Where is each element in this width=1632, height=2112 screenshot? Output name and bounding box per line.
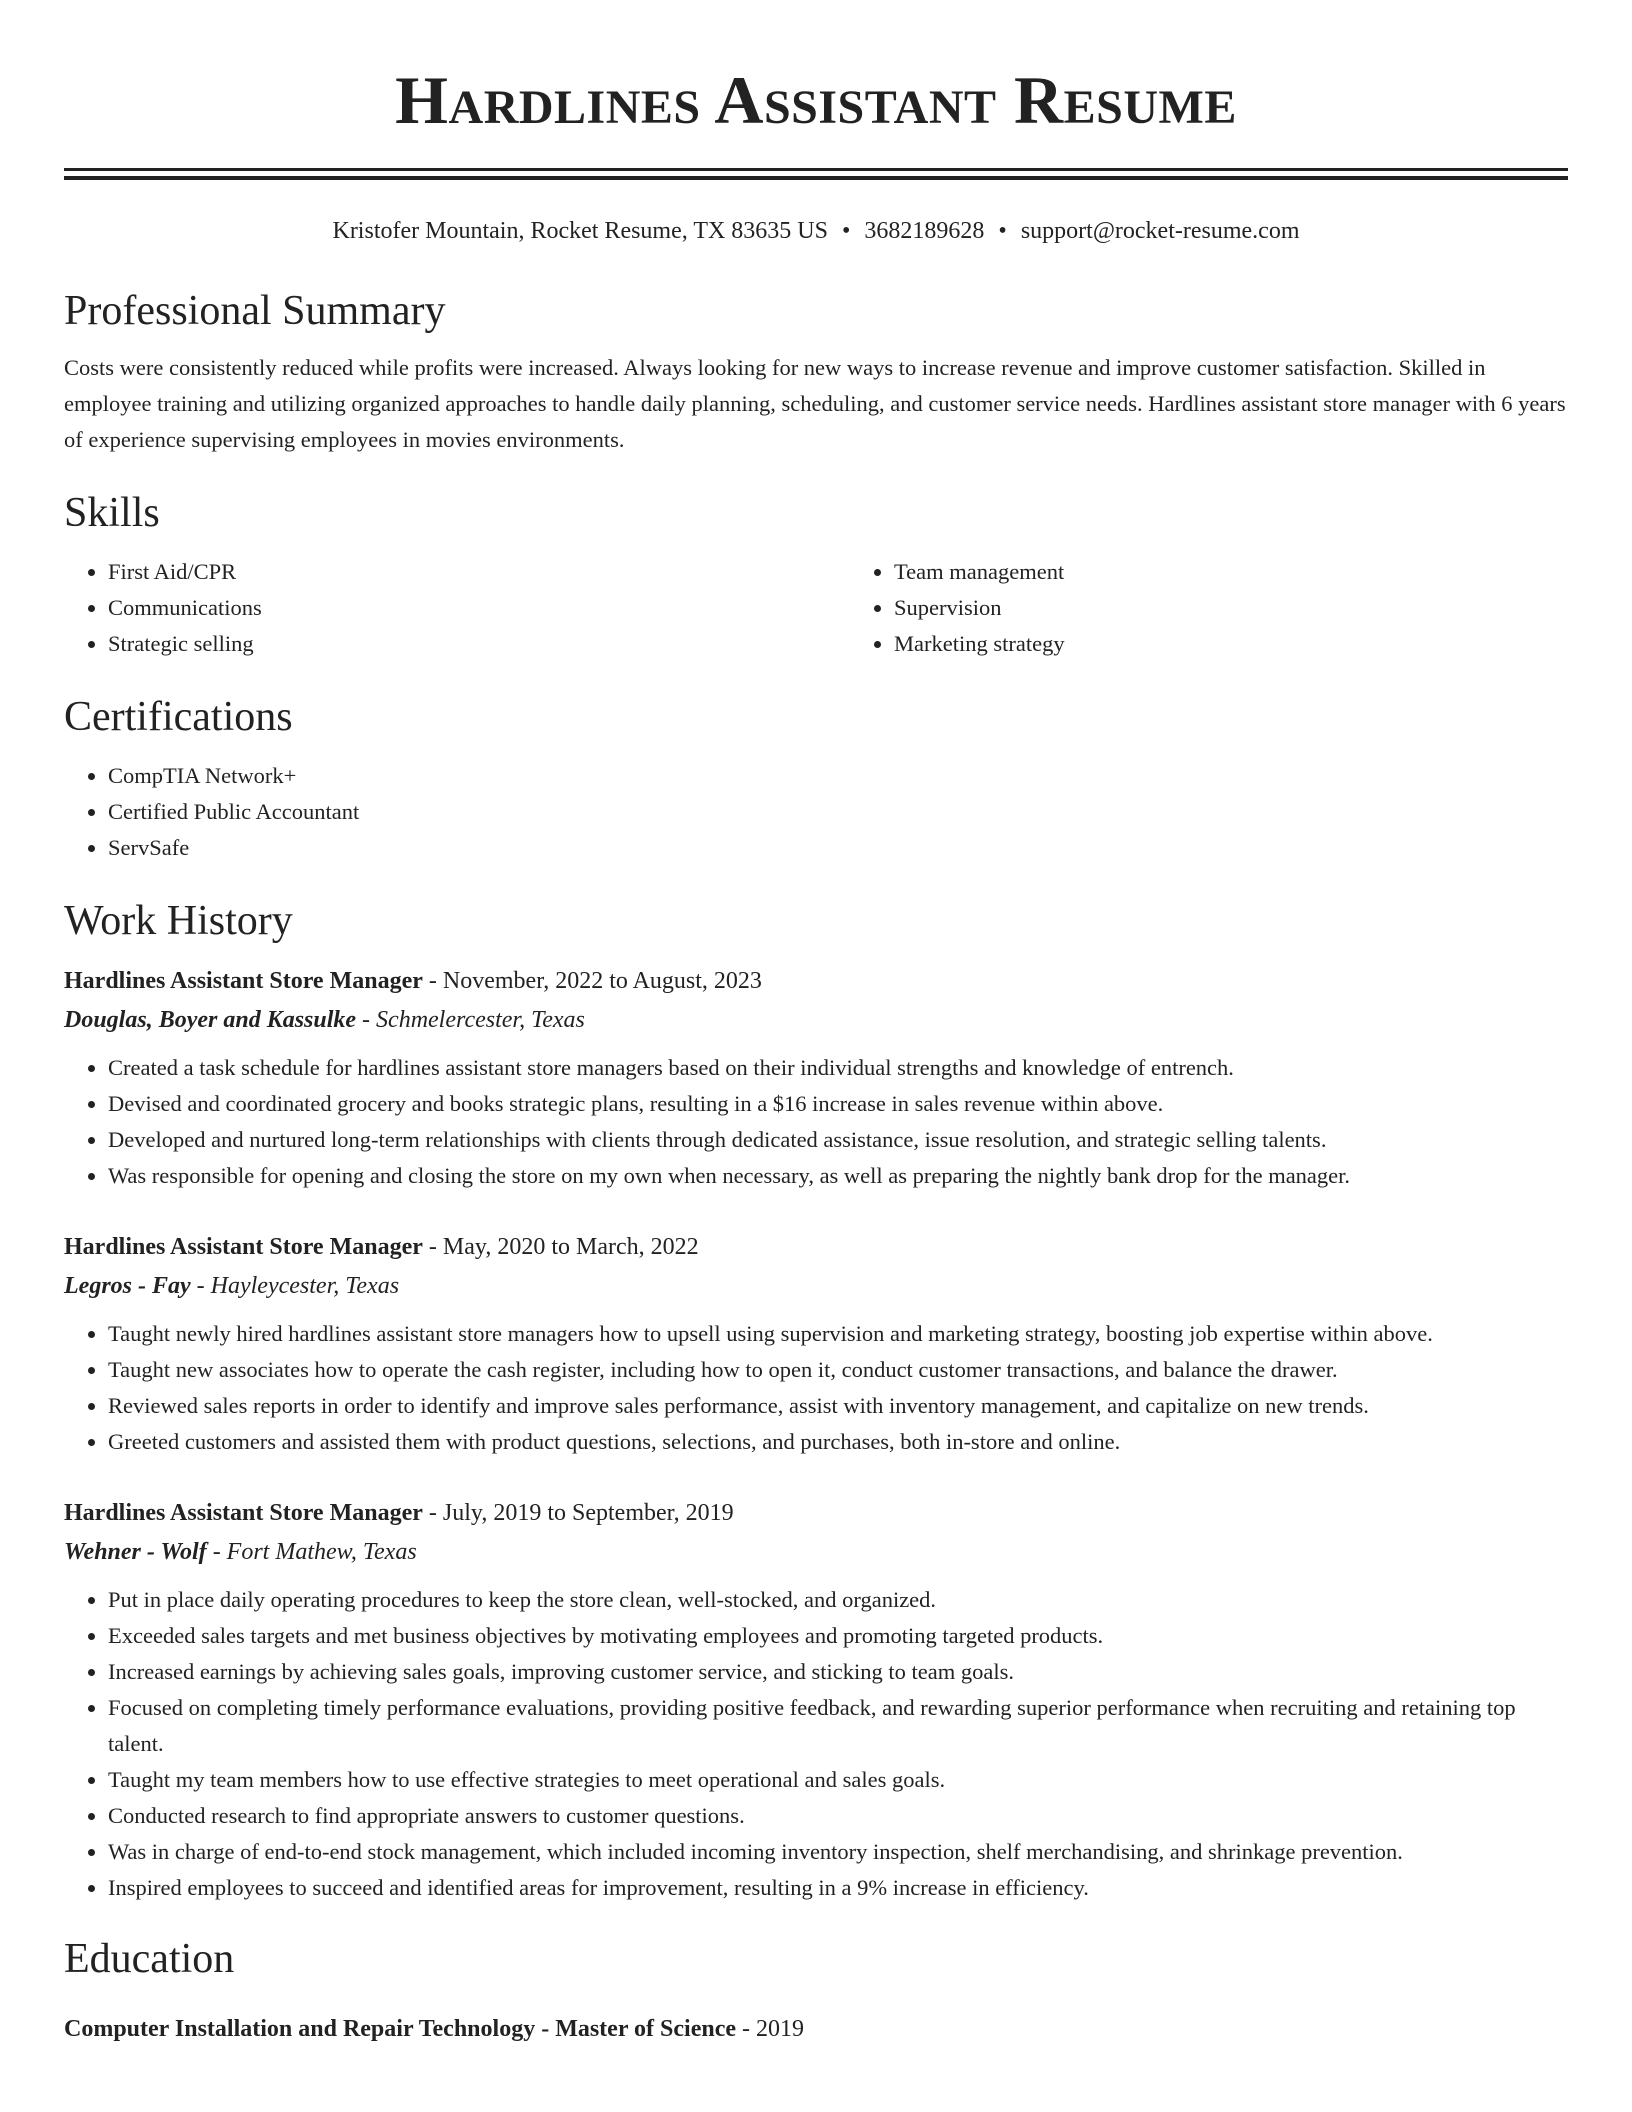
skill-item: • Supervision bbox=[894, 590, 1632, 626]
job-title: Hardlines Assistant Store Manager bbox=[64, 1234, 423, 1260]
job-entry bbox=[64, 1494, 1568, 1906]
job-bullet: • Taught newly hired hardlines assistant store managers how to upsell using supervision and marketing strategy, boosting job expertise within above. bbox=[108, 1316, 1568, 1352]
job-dates: - November, 2022 to August, 2023 bbox=[428, 968, 762, 994]
job-dates: - July, 2019 to September, 2019 bbox=[428, 1500, 734, 1526]
job-bullet: • Exceeded sales targets and met business objectives by motivating employees and promoting targeted products. bbox=[108, 1618, 1568, 1654]
job-company: Legros - Fay bbox=[64, 1273, 191, 1299]
resume-title: Hardlines Assistant Resume bbox=[395, 62, 1237, 138]
education-heading: Education bbox=[64, 1936, 235, 1982]
job-bullet: • Taught new associates how to operate the cash register, including how to open it, conduct customer transactions, and balance the drawer. bbox=[108, 1352, 1568, 1388]
education-degree: Computer Installation and Repair Technology - Master of Science bbox=[64, 2016, 737, 2042]
skill-item: • Communications bbox=[108, 590, 850, 626]
job-location: - Fort Mathew, Texas bbox=[212, 1539, 417, 1565]
skill-item: • Team management bbox=[894, 554, 1632, 590]
job-bullet: • Was in charge of end-to-end stock management, which included incoming inventory inspection, shelf merchandising, and shrinkage prevention. bbox=[108, 1834, 1568, 1870]
job-company: Wehner - Wolf bbox=[64, 1539, 207, 1565]
certifications-heading: Certifications bbox=[64, 694, 293, 740]
job-bullet: • Greeted customers and assisted them with product questions, selections, and purchases, both in-store and online. bbox=[108, 1424, 1568, 1460]
job-bullet: • Was responsible for opening and closing the store on my own when necessary, as well as preparing the nightly bank drop for the manager. bbox=[108, 1158, 1568, 1194]
job-bullet: • Created a task schedule for hardlines assistant store managers based on their individual strengths and knowledge of entrench. bbox=[108, 1050, 1568, 1086]
skills-grid bbox=[64, 554, 1568, 662]
job-entry bbox=[64, 1228, 1568, 1460]
job-title: Hardlines Assistant Store Manager bbox=[64, 1500, 423, 1526]
job-location: - Hayleycester, Texas bbox=[196, 1273, 400, 1299]
contact-separator: • bbox=[998, 218, 1007, 244]
title-divider-bottom bbox=[64, 176, 1568, 180]
job-bullet: • Conducted research to find appropriate answers to customer questions. bbox=[108, 1798, 1568, 1834]
job-title: Hardlines Assistant Store Manager bbox=[64, 968, 423, 994]
job-entry bbox=[64, 962, 1568, 1194]
job-bullets bbox=[64, 1050, 1568, 1194]
job-company-line bbox=[64, 1266, 1568, 1306]
job-bullet: • Taught my team members how to use effective strategies to meet operational and sales goals. bbox=[108, 1762, 1568, 1798]
contact-email: support@rocket-resume.com bbox=[1020, 218, 1300, 244]
job-bullets bbox=[64, 1582, 1568, 1906]
title-divider-top bbox=[64, 168, 1568, 171]
contact-phone: 3682189628 bbox=[864, 218, 985, 244]
education-year: - 2019 bbox=[742, 2016, 805, 2042]
job-company: Douglas, Boyer and Kassulke bbox=[64, 1007, 357, 1033]
contact-line bbox=[64, 216, 1568, 246]
job-title-line bbox=[64, 1494, 1568, 1532]
job-title-line bbox=[64, 1228, 1568, 1266]
job-bullet: • Reviewed sales reports in order to identify and improve sales performance, assist with inventory management, and capitalize on new trends. bbox=[108, 1388, 1568, 1424]
certifications-list bbox=[64, 758, 1568, 866]
job-bullet: • Focused on completing timely performance evaluations, providing positive feedback, and rewarding superior performance when recruiting and retaining top talent. bbox=[108, 1690, 1568, 1762]
skills-heading: Skills bbox=[64, 490, 160, 536]
skill-item: • Strategic selling bbox=[108, 626, 850, 662]
job-bullets bbox=[64, 1316, 1568, 1460]
skill-item: • First Aid/CPR bbox=[108, 554, 850, 590]
summary-heading: Professional Summary bbox=[64, 288, 446, 334]
skill-item: • Marketing strategy bbox=[894, 626, 1632, 662]
job-bullet: • Put in place daily operating procedures to keep the store clean, well-stocked, and organized. bbox=[108, 1582, 1568, 1618]
skills-list-left bbox=[64, 554, 850, 662]
education-entry bbox=[64, 2010, 1568, 2048]
certification-item: • CompTIA Network+ bbox=[108, 758, 1568, 794]
job-bullet: • Inspired employees to succeed and identified areas for improvement, resulting in a 9% increase in efficiency. bbox=[108, 1870, 1568, 1906]
skills-list-right bbox=[850, 554, 1632, 662]
contact-address: Kristofer Mountain, Rocket Resume, TX 83635 US bbox=[332, 218, 828, 244]
certification-item: • Certified Public Accountant bbox=[108, 794, 1568, 830]
job-bullet: • Devised and coordinated grocery and books strategic plans, resulting in a $16 increase in sales revenue within above. bbox=[108, 1086, 1568, 1122]
contact-separator: • bbox=[842, 218, 851, 244]
job-dates: - May, 2020 to March, 2022 bbox=[428, 1234, 699, 1260]
job-bullet: • Developed and nurtured long-term relationships with clients through dedicated assistance, issue resolution, and strategic selling talents. bbox=[108, 1122, 1568, 1158]
work-history-heading: Work History bbox=[64, 898, 293, 944]
job-location: - Schmelercester, Texas bbox=[362, 1007, 585, 1033]
summary-text: Costs were consistently reduced while profits were increased. Always looking for new ways to increase revenue and improve customer satisfaction. Skilled in employee training and utilizing organized approaches to handle daily planning, scheduling, and customer service needs. Hardlines assistant store manager with 6 years of experience supervising employees in movies environments. bbox=[64, 355, 1566, 452]
job-bullet: • Increased earnings by achieving sales goals, improving customer service, and sticking to team goals. bbox=[108, 1654, 1568, 1690]
job-company-line bbox=[64, 1000, 1568, 1040]
job-company-line bbox=[64, 1532, 1568, 1572]
job-title-line bbox=[64, 962, 1568, 1000]
certification-item: • ServSafe bbox=[108, 830, 1568, 866]
